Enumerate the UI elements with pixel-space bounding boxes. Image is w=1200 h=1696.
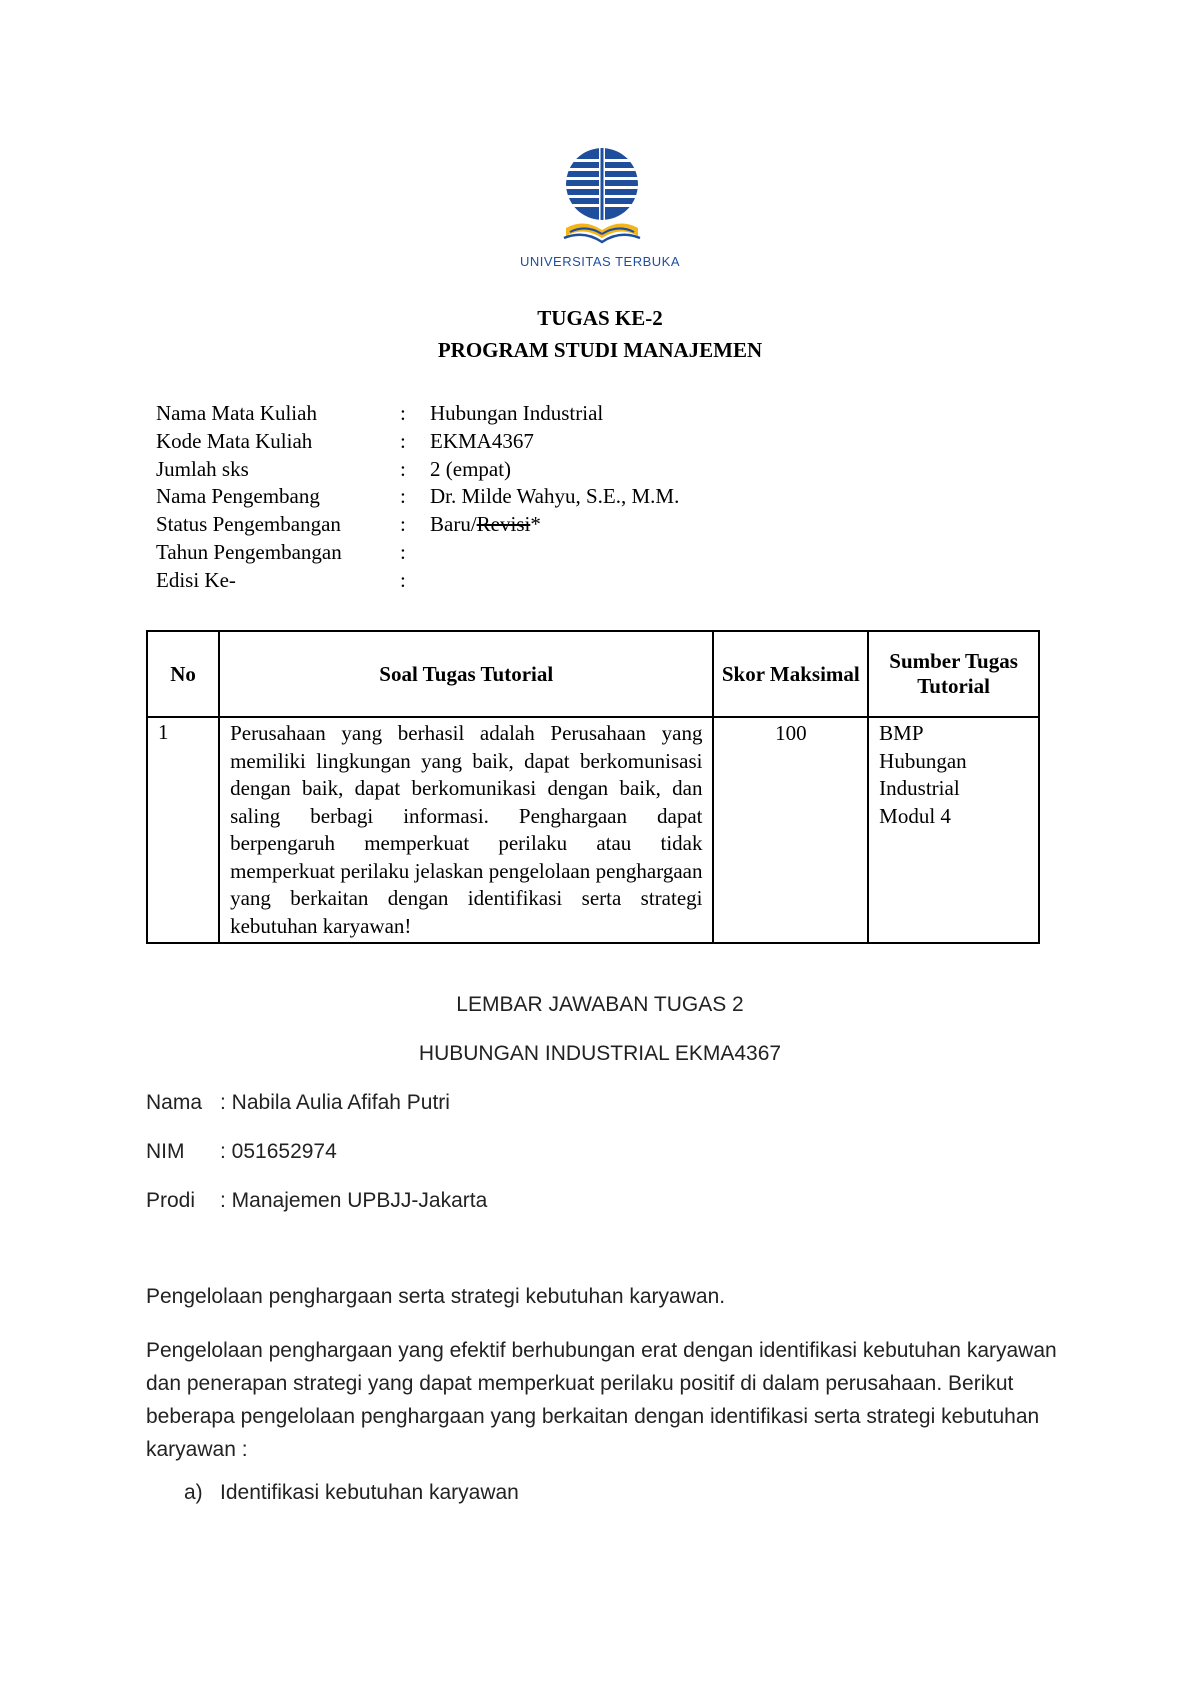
info-key: Edisi Ke- [156,567,236,592]
info-key: Tahun Pengembangan [156,539,342,564]
cell-no: 1 [147,717,219,943]
answer-heading-paragraph: Pengelolaan penghargaan serta strategi kebutuhan karyawan. [146,1285,726,1308]
universitas-terbuka-logo-icon [562,146,642,246]
info-key: Status Pengembangan [156,512,341,537]
info-row-dev-year [156,540,679,568]
info-row-dev-status [156,512,679,540]
student-name-label: Nama [146,1091,203,1114]
info-key: Nama Mata Kuliah [156,401,317,425]
assignment-title: TUGAS KE-2 [537,306,663,330]
tutorial-table [146,630,1040,944]
sumber-line: Hubungan [879,748,967,773]
info-key: Jumlah sks [156,456,249,481]
student-nim [146,1140,337,1164]
sumber-line: BMP [879,721,924,745]
student-prodi-value: : Manajemen UPBJJ-Jakarta [220,1189,488,1212]
student-prodi [146,1189,487,1213]
info-row-course-name [156,401,679,429]
info-sep: : [400,512,406,537]
student-nim-value: : 051652974 [220,1140,337,1163]
info-key: Kode Mata Kuliah [156,428,313,453]
info-key: Nama Pengembang [156,484,320,509]
list-item-text: Identifikasi kebutuhan karyawan [220,1481,519,1504]
course-info [156,401,679,596]
answer-body-paragraph: Pengelolaan penghargaan yang efektif berhubungan erat dengan identifikasi kebutuhan karyawan dan penerapan strategi yang dapat memperkuat perilaku positif di dalam perusahaan. Berikut beberapa pengelolaan penghargaan yang berkaitan dengan identifikasi serta strategi kebutuhan karyawan : [146,1339,1057,1461]
header-skor: Skor Maksimal [713,631,868,717]
header-no: No [147,631,219,717]
list-item-label: a) [184,1481,203,1504]
info-sep: : [400,401,406,425]
info-value-struck: Revisi [476,512,531,537]
info-value: Hubungan Industrial [430,401,604,425]
student-nim-label: NIM [146,1140,185,1163]
cell-sumber [868,717,1039,943]
student-name [146,1091,450,1115]
info-sep: : [400,567,406,592]
header-soal: Soal Tugas Tutorial [219,631,713,717]
program-title: PROGRAM STUDI MANAJEMEN [437,338,763,362]
info-value: EKMA4367 [430,428,534,453]
info-row-course-code [156,429,679,457]
cell-skor: 100 [713,717,868,943]
info-value: Baru/ [430,512,477,537]
info-value-suffix: * [530,512,541,537]
student-prodi-label: Prodi [146,1189,196,1212]
sumber-line: Industrial [879,776,960,800]
info-value: 2 (empat) [430,456,512,481]
info-sep: : [400,539,406,564]
cell-soal: Perusahaan yang berhasil adalah Perusahaan yang memiliki lingkungan yang baik, dapat berkomunisasi dengan baik, dapat berkomunikasi dengan baik, dan saling berbagi informasi. Penghargaan dapat berpengaruh memperkuat perilaku atau tidak memperkuat perilaku jelaskan pengelolaan penghargaan yang berkaitan dengan identifikasi serta strategi kebutuhan karyawan! [219,717,713,943]
info-sep: : [400,456,406,481]
info-row-developer [156,484,679,512]
info-sep: : [400,484,406,509]
table-row [147,717,1039,943]
sumber-line: Modul 4 [879,803,951,828]
info-row-edition [156,568,679,596]
answer-course-title: HUBUNGAN INDUSTRIAL EKMA4367 [418,1042,782,1065]
info-sep: : [400,428,406,453]
answer-sheet-title: LEMBAR JAWABAN TUGAS 2 [456,993,744,1016]
info-row-credits [156,457,679,485]
table-header-row [147,631,1039,717]
header-sumber: Sumber Tugas Tutorial [868,631,1039,717]
list-item [184,1481,519,1505]
student-name-value: : Nabila Aulia Afifah Putri [220,1091,450,1114]
logo-text: UNIVERSITAS TERBUKA [520,254,680,269]
info-value: Dr. Milde Wahyu, S.E., M.M. [430,484,680,509]
